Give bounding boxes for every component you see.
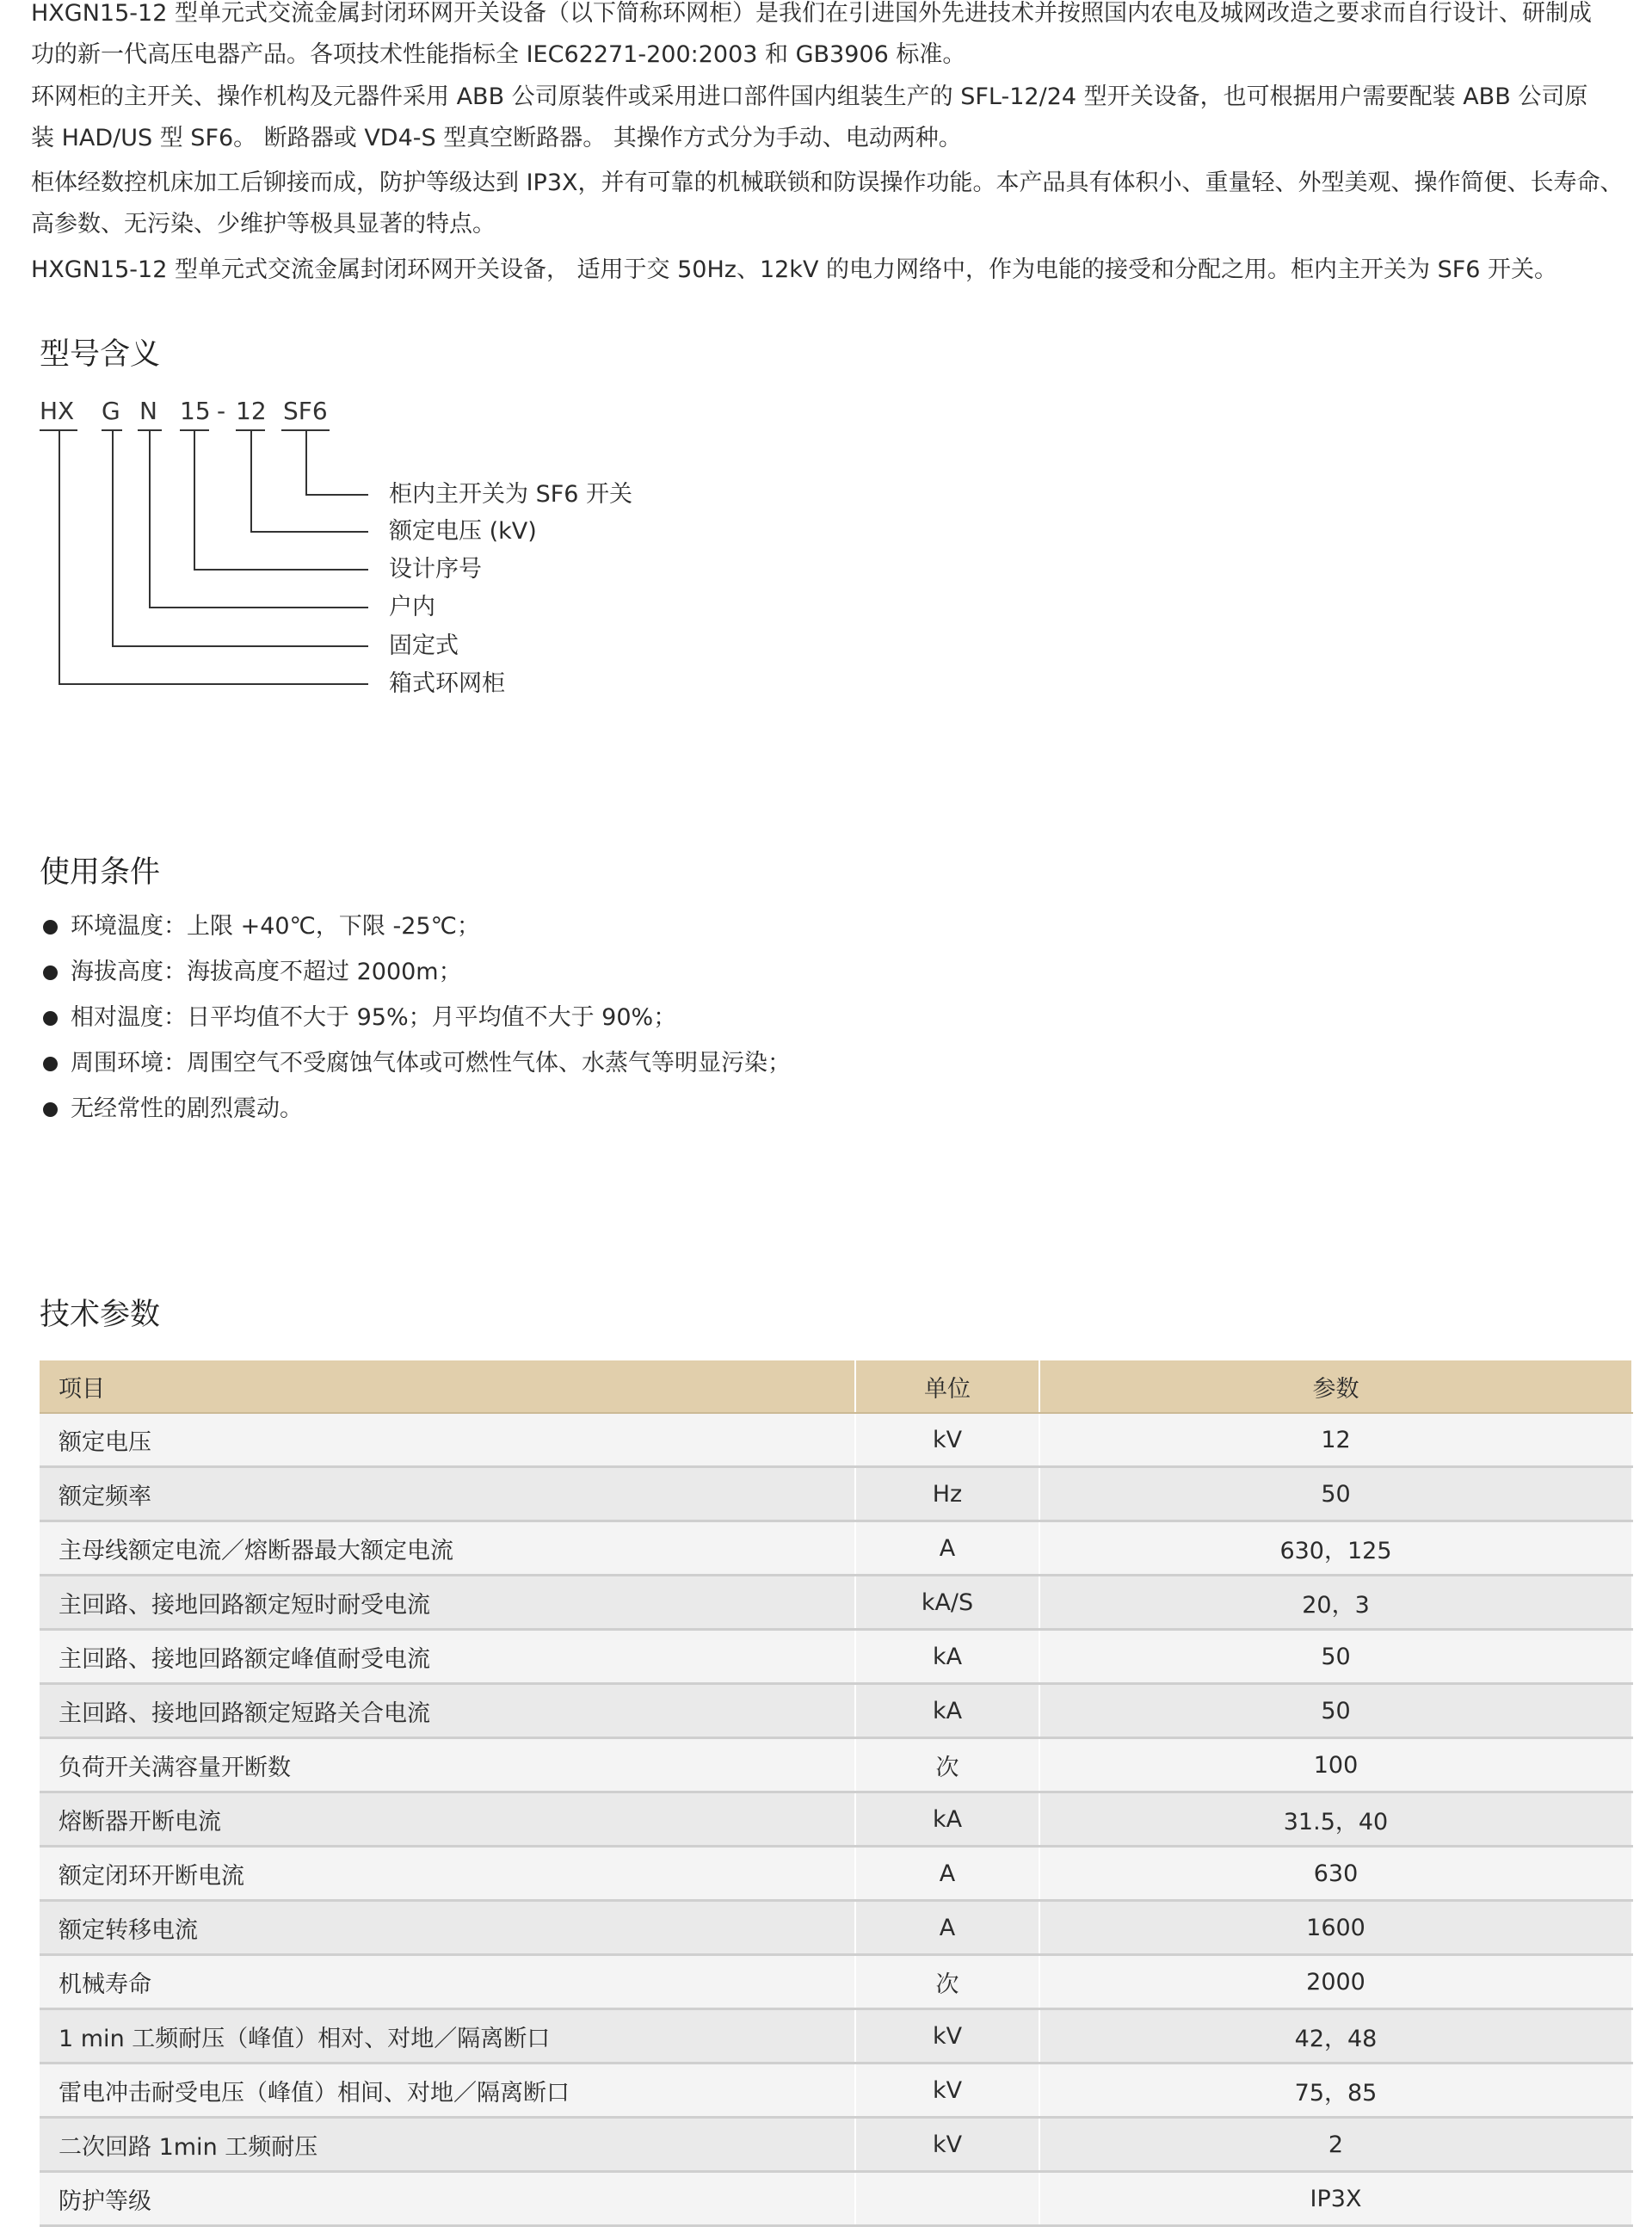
table-cell-value: 2 (1039, 2118, 1632, 2172)
table-row (40, 2064, 1632, 2118)
table-row (40, 2172, 1632, 2226)
list-item (40, 1049, 791, 1095)
table-cell-value: 50 (1039, 1467, 1632, 1521)
table-cell-unit: kV (855, 2009, 1039, 2064)
table-cell-unit: 次 (855, 1955, 1039, 2009)
connector-line (250, 429, 252, 532)
model-label-rated-voltage: 额定电压 (kV) (389, 518, 537, 545)
connector-line (149, 607, 368, 608)
spec-table (40, 1360, 1633, 2227)
table-cell-item: 二次回路 1min 工频耐压 (40, 2118, 855, 2172)
table-row (40, 1955, 1632, 2009)
table-header-row (40, 1360, 1632, 1413)
bullet-icon (43, 1057, 58, 1071)
table-cell-value: 1600 (1039, 1901, 1632, 1955)
code-segment-g: G (102, 397, 120, 425)
table-cell-item: 主回路、接地回路额定短时耐受电流 (40, 1576, 855, 1630)
connector-line (59, 429, 60, 684)
table-cell-value: 630，125 (1039, 1521, 1632, 1576)
intro-paragraph: HXGN15-12 型单元式交流金属封闭环网开关设备， 适用于交 50Hz、12kV 的电力网络中，作为电能的接受和分配之用。柜内主开关为 SF6 开关。 (31, 256, 1558, 283)
table-row (40, 1792, 1632, 1847)
table-cell-item: 额定转移电流 (40, 1901, 855, 1955)
connector-line (194, 429, 195, 570)
table-row (40, 1738, 1632, 1792)
table-cell-item: 额定频率 (40, 1467, 855, 1521)
table-cell-unit: Hz (855, 1467, 1039, 1521)
table-cell-item: 主回路、接地回路额定峰值耐受电流 (40, 1630, 855, 1684)
table-row (40, 1467, 1632, 1521)
connector-line (112, 645, 368, 647)
table-cell-unit: kV (855, 2118, 1039, 2172)
conditions-section-title: 使用条件 (40, 855, 161, 890)
table-cell-item: 熔断器开断电流 (40, 1792, 855, 1847)
code-segment-15: 15 (180, 397, 211, 425)
table-cell-value: 50 (1039, 1630, 1632, 1684)
bullet-icon (43, 1102, 58, 1117)
table-cell-unit (855, 2172, 1039, 2226)
condition-text: 环境温度：上限 +40℃，下限 -25℃； (71, 913, 480, 940)
table-cell-value: 50 (1039, 1684, 1632, 1738)
model-label-indoor: 户内 (389, 594, 435, 620)
table-cell-item: 1 min 工频耐压（峰值）相对、对地／隔离断口 (40, 2009, 855, 2064)
table-cell-item: 额定电压 (40, 1413, 855, 1467)
table-cell-unit: A (855, 1847, 1039, 1901)
connector-line (305, 429, 307, 495)
table-cell-item: 机械寿命 (40, 1955, 855, 2009)
list-item (40, 1003, 791, 1049)
table-cell-unit: A (855, 1901, 1039, 1955)
table-cell-item: 负荷开关满容量开断数 (40, 1738, 855, 1792)
bullet-icon (43, 965, 58, 980)
model-code-diagram (0, 0, 1652, 774)
connector-line (250, 531, 368, 533)
table-row (40, 2009, 1632, 2064)
connector-line (59, 683, 368, 685)
list-item (40, 958, 791, 1003)
bullet-icon (43, 1011, 58, 1026)
intro-paragraph: 柜体经数控机床加工后铆接而成，防护等级达到 IP3X，并有可靠的机械联锁和防误操作功能。本产品具有体积小、重量轻、外型美观、操作简便、长寿命、 高参数、无污染、少维护等极具显著的特点。 (31, 170, 1624, 238)
table-row (40, 1847, 1632, 1901)
table-cell-unit: 次 (855, 1738, 1039, 1792)
code-segment-hx: HX (40, 397, 75, 425)
connector-line (194, 569, 368, 571)
table-cell-value: 2000 (1039, 1955, 1632, 2009)
table-cell-item: 主回路、接地回路额定短路关合电流 (40, 1684, 855, 1738)
conditions-list (40, 912, 791, 1140)
table-row (40, 1684, 1632, 1738)
table-cell-item: 防护等级 (40, 2172, 855, 2226)
column-header-unit: 单位 (855, 1360, 1039, 1413)
table-cell-value: 100 (1039, 1738, 1632, 1792)
table-cell-item: 额定闭环开断电流 (40, 1847, 855, 1901)
table-row (40, 1630, 1632, 1684)
table-cell-value: 630 (1039, 1847, 1632, 1901)
table-cell-value: 42，48 (1039, 2009, 1632, 2064)
model-section-title: 型号含义 (40, 337, 161, 372)
connector-line (305, 494, 368, 496)
connector-line (149, 429, 151, 608)
table-cell-unit: kV (855, 1413, 1039, 1467)
intro-paragraph: HXGN15-12 型单元式交流金属封闭环网开关设备（以下简称环网柜）是我们在引进国外先进技术并按照国内农电及城网改造之要求而自行设计、研制成 功的新一代高压电器产品。各项技术性能指标全 IEC62271-200:2003 和 GB3906 标准。 (31, 0, 1592, 68)
column-header-value: 参数 (1039, 1360, 1632, 1413)
table-cell-unit: kA (855, 1684, 1039, 1738)
code-segment-12: 12 (236, 397, 267, 425)
table-cell-unit: A (855, 1521, 1039, 1576)
table-row (40, 1901, 1632, 1955)
model-label-main-switch: 柜内主开关为 SF6 开关 (389, 481, 633, 508)
table-cell-value: 12 (1039, 1413, 1632, 1467)
table-cell-unit: kA (855, 1630, 1039, 1684)
model-label-design-number: 设计序号 (389, 556, 482, 583)
specs-section-title: 技术参数 (40, 1298, 161, 1332)
model-label-fixed: 固定式 (389, 632, 459, 659)
condition-text: 无经常性的剧烈震动。 (71, 1095, 303, 1122)
table-cell-item: 雷电冲击耐受电压（峰值）相间、对地／隔离断口 (40, 2064, 855, 2118)
table-cell-value: IP3X (1039, 2172, 1632, 2226)
table-cell-value: 75，85 (1039, 2064, 1632, 2118)
list-item (40, 912, 791, 958)
condition-text: 周围环境：周围空气不受腐蚀气体或可燃性气体、水蒸气等明显污染； (71, 1050, 791, 1076)
table-cell-item: 主母线额定电流／熔断器最大额定电流 (40, 1521, 855, 1576)
code-segment-n: N (139, 397, 157, 425)
table-cell-unit: kA (855, 1792, 1039, 1847)
table-cell-unit: kA/S (855, 1576, 1039, 1630)
table-row (40, 2118, 1632, 2172)
table-row (40, 1521, 1632, 1576)
code-segment-dash: - (217, 397, 226, 425)
bullet-icon (43, 920, 58, 935)
table-cell-value: 31.5，40 (1039, 1792, 1632, 1847)
table-cell-unit: kV (855, 2064, 1039, 2118)
model-label-box-ring-main: 箱式环网柜 (389, 670, 505, 697)
condition-text: 海拔高度：海拔高度不超过 2000m； (71, 959, 462, 985)
table-cell-value: 20，3 (1039, 1576, 1632, 1630)
connector-line (112, 429, 114, 646)
column-header-item: 项目 (40, 1360, 855, 1413)
table-row (40, 1576, 1632, 1630)
intro-paragraph: 环网柜的主开关、操作机构及元器件采用 ABB 公司原装件或采用进口部件国内组装生产的 SFL-12/24 型开关设备，也可根据用户需要配装 ABB 公司原 装 HAD/US 型 SF6。 断路器或 VD4-S 型真空断路器。 其操作方式分为手动、电动两种。 (31, 83, 1588, 151)
table-row (40, 1413, 1632, 1467)
condition-text: 相对温度：日平均值不大于 95%；月平均值不大于 90%； (71, 1004, 677, 1031)
list-item (40, 1095, 791, 1140)
code-segment-sf6: SF6 (283, 397, 328, 425)
